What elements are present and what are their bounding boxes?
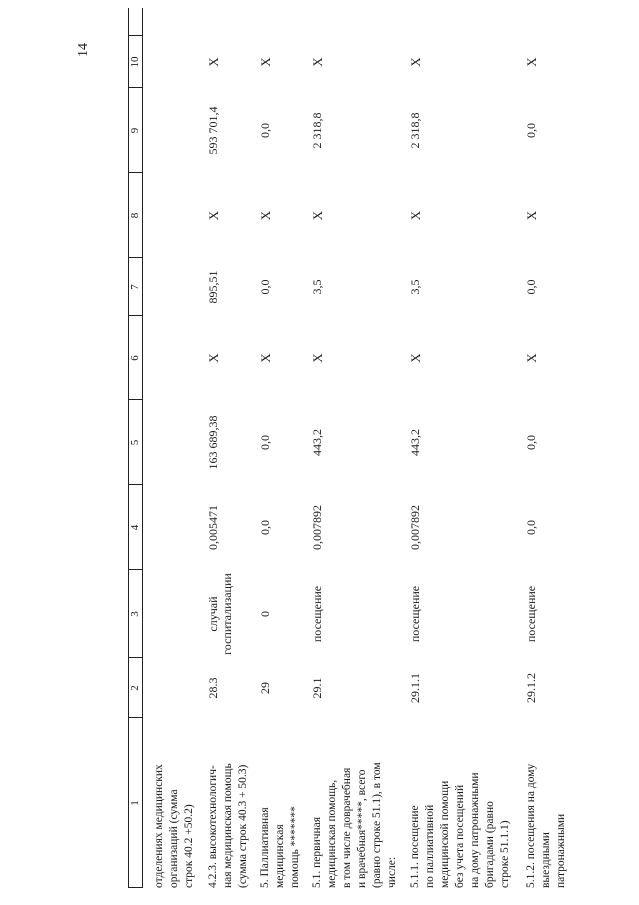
row-value-7: 3,5 xyxy=(408,279,422,295)
row-value-6: Х xyxy=(206,353,221,363)
row-value-9: 593 701,4 xyxy=(206,106,220,155)
header-bottom-border xyxy=(142,8,143,888)
column-header-9: 9 xyxy=(129,127,141,134)
row-value-7: 0,0 xyxy=(524,279,538,295)
rotated-table xyxy=(128,8,628,888)
row-value-10: Х xyxy=(310,57,325,67)
column-header-4: 4 xyxy=(129,524,141,531)
row-value-8: Х xyxy=(310,210,325,221)
table-row-description: отделениях медицинских организаций (сумма строк 40.2 +50.2) xyxy=(153,764,195,888)
row-value-5: 443,2 xyxy=(310,429,324,456)
row-value-4: 0,005471 xyxy=(206,505,220,550)
row-unit: посещение xyxy=(310,585,324,643)
row-code: 29 xyxy=(258,682,272,694)
row-value-7: 0,0 xyxy=(258,279,272,295)
row-unit: посещение xyxy=(524,585,538,643)
column-header-7: 7 xyxy=(129,284,141,290)
row-value-9: 0,0 xyxy=(258,123,272,138)
column-header-3: 3 xyxy=(129,611,141,617)
row-code: 29.1 xyxy=(310,677,324,699)
row-value-9: 2 318,8 xyxy=(408,112,422,149)
column-header-1: 1 xyxy=(129,800,141,806)
row-value-10: Х xyxy=(524,57,539,67)
page-number: 14 xyxy=(76,43,91,57)
row-value-9: 2 318,8 xyxy=(310,112,324,149)
column-header-5: 5 xyxy=(129,439,141,446)
row-value-7: 3,5 xyxy=(310,279,324,295)
column-header-6: 6 xyxy=(129,355,141,361)
row-value-8: Х xyxy=(524,210,539,221)
row-value-10: Х xyxy=(206,57,221,67)
row-value-5: 0,0 xyxy=(524,435,538,450)
row-value-5: 443,2 xyxy=(408,429,422,456)
row-unit: посещение xyxy=(408,585,422,643)
row-value-6: Х xyxy=(258,353,273,363)
row-value-7: 895,51 xyxy=(206,270,220,304)
row-value-8: Х xyxy=(258,210,273,221)
row-unit: 0 xyxy=(258,611,272,617)
row-value-4: 0,0 xyxy=(258,520,272,535)
table-row-description: 5. Паллиативная медицинская помощь ******* xyxy=(259,806,301,888)
row-value-10: Х xyxy=(258,57,273,67)
row-value-6: Х xyxy=(524,353,539,363)
table-row-description: 5.1.2. посещения на дому выездными патронажными xyxy=(525,763,567,888)
column-header-2: 2 xyxy=(129,685,141,691)
column-header-10: 10 xyxy=(129,56,141,68)
row-value-4: 0,007892 xyxy=(408,505,422,550)
row-value-4: 0,007892 xyxy=(310,505,324,550)
row-value-9: 0,0 xyxy=(524,123,538,138)
row-value-10: Х xyxy=(408,57,423,67)
table-row-description: 5.1. первичная медицинская помощь, в том числе доврачебная и врачебная*****, всего (равно строке 51.1), в том числе: xyxy=(311,762,398,888)
row-value-8: Х xyxy=(408,210,423,221)
row-unit: случай госпитализации xyxy=(206,573,234,655)
row-value-5: 163 689,38 xyxy=(206,415,220,470)
row-code: 29.1.2 xyxy=(524,673,538,703)
table-row-description: 4.2.3. высокотехнологич- ная медицинская помощь (сумма строк 40.3 + 50.3) xyxy=(207,763,249,888)
table-row-description: 5.1.1. посещение по паллиативной медицинской помощи без учета посещений на дому патронажными бригадами (равно строке 51.1.1) xyxy=(409,772,511,888)
row-value-5: 0,0 xyxy=(258,435,272,450)
column-header-8: 8 xyxy=(129,212,141,219)
row-value-6: Х xyxy=(310,353,325,363)
row-code: 29.1.1 xyxy=(408,673,422,703)
row-value-6: Х xyxy=(408,353,423,363)
row-value-4: 0,0 xyxy=(524,520,538,535)
row-code: 28.3 xyxy=(206,677,220,699)
row-value-8: Х xyxy=(206,210,221,221)
